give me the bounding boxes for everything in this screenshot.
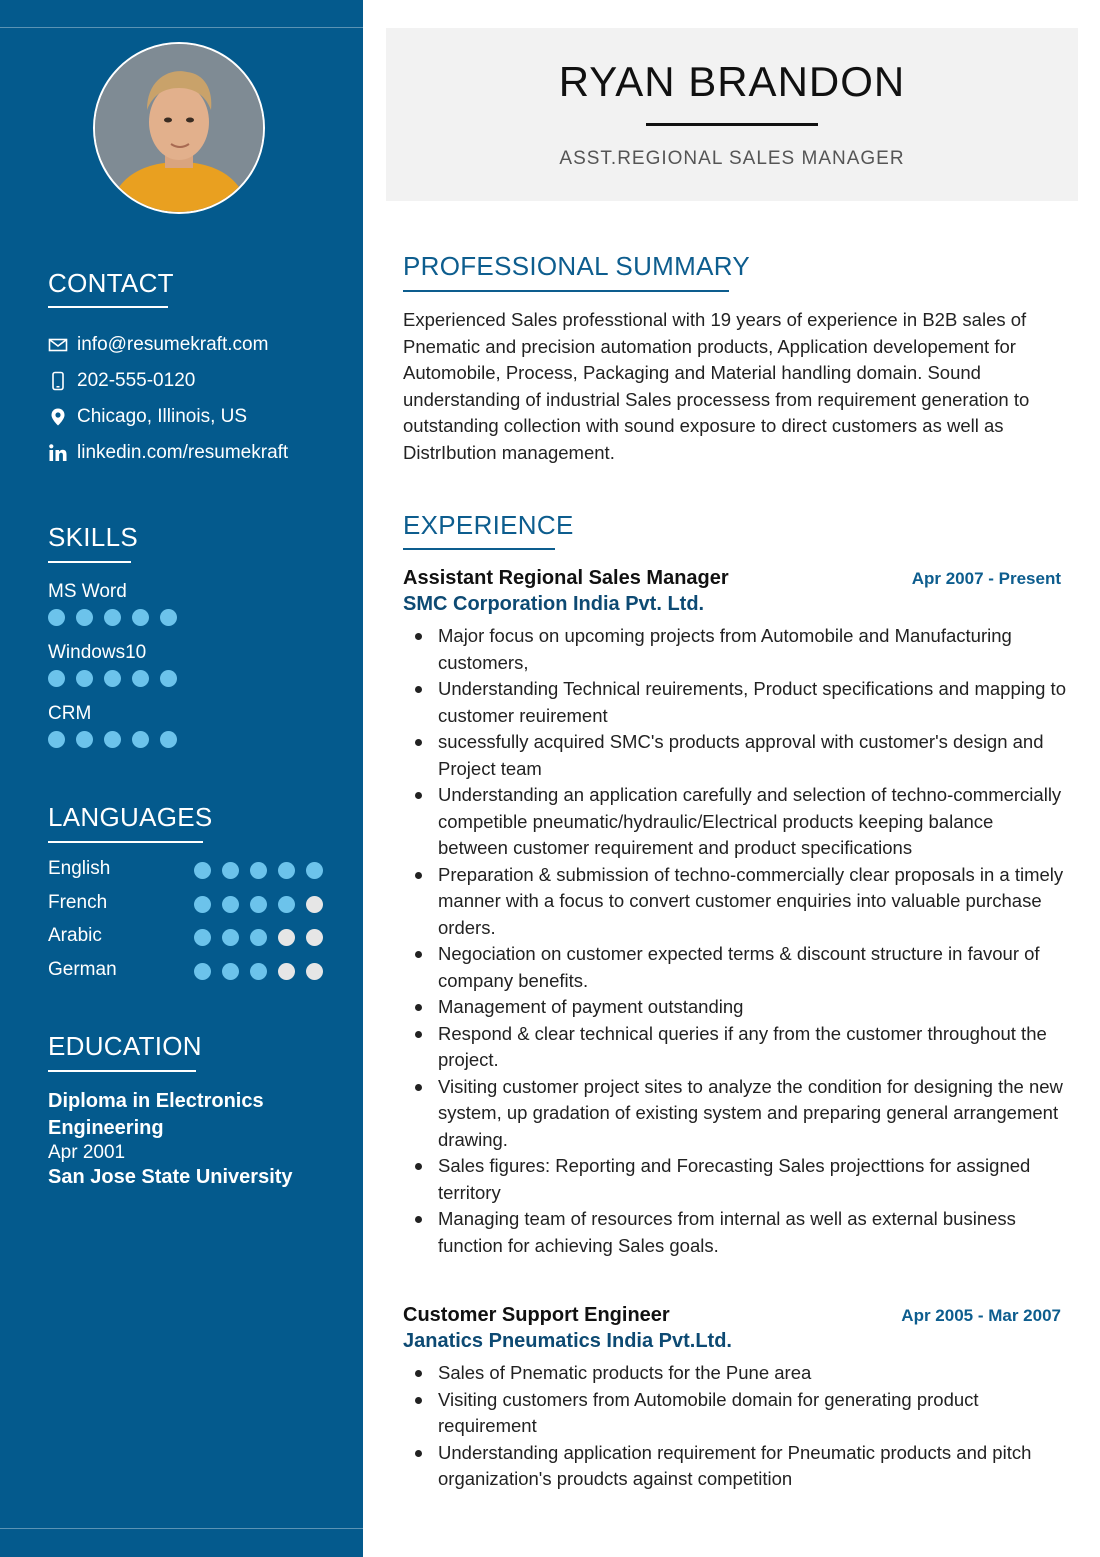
rating-dot-filled	[222, 963, 239, 980]
contact-location	[48, 405, 247, 429]
contact-linkedin-text: linkedin.com/resumekraft	[77, 442, 289, 463]
rating-dot-filled	[194, 963, 211, 980]
job-bullet: Major focus on upcoming projects from Automobile and Manufacturing customers,	[438, 623, 1068, 676]
job-bullet: Managing team of resources from internal as well as external business function for achieving Sales goals.	[438, 1206, 1068, 1259]
languages-heading-underline	[48, 841, 203, 843]
job-bullet: Preparation & submission of techno-commercially clear proposals in a timely manner with a focus to convert customer enquiries into valuable purchase orders.	[438, 862, 1068, 942]
skill-name: Windows10	[48, 642, 147, 663]
rating-dot-filled	[48, 609, 65, 626]
job-header	[403, 1304, 1061, 1327]
phone-icon	[48, 371, 68, 391]
rating-dot-filled	[104, 609, 121, 626]
rating-dot-empty	[306, 896, 323, 913]
rating-dot-filled	[132, 670, 149, 687]
job-dates: Apr 2005 - Mar 2007	[901, 1306, 1061, 1325]
summary-heading: PROFESSIONAL SUMMARY	[403, 251, 750, 281]
rating-dot-filled	[194, 862, 211, 879]
profile-photo	[93, 42, 265, 214]
job-bullet: Understanding application requirement for Pneumatic products and pitch organization's proudcts against competition	[438, 1440, 1068, 1493]
language-rating	[194, 862, 334, 879]
rating-dot-empty	[306, 929, 323, 946]
contact-email[interactable]	[48, 333, 268, 357]
job-bullet: Visiting customers from Automobile domain for generating product requirement	[438, 1387, 1068, 1440]
rating-dot-filled	[76, 670, 93, 687]
language-rating	[194, 896, 334, 913]
rating-dot-filled	[250, 929, 267, 946]
language-rating	[194, 963, 334, 980]
job-header	[403, 567, 1061, 590]
contact-phone[interactable]	[48, 369, 195, 393]
contact-location-text: Chicago, Illinois, US	[77, 406, 248, 427]
rating-dot-filled	[222, 896, 239, 913]
language-row	[48, 892, 338, 918]
contact-phone-text: 202-555-0120	[77, 370, 196, 391]
skills-heading-underline	[48, 561, 131, 563]
rating-dot-empty	[278, 963, 295, 980]
job-bullets	[438, 1360, 1068, 1493]
job-bullet: Sales figures: Reporting and Forecasting Sales projecttions for assigned territory	[438, 1153, 1068, 1206]
rating-dot-filled	[48, 731, 65, 748]
resume-header	[386, 28, 1078, 201]
language-row	[48, 959, 338, 985]
job-role: Assistant Regional Sales Manager	[403, 567, 729, 589]
candidate-title: ASST.REGIONAL SALES MANAGER	[559, 148, 905, 169]
job-bullet: Management of payment outstanding	[438, 994, 1068, 1021]
education-heading: EDUCATION	[48, 1031, 202, 1061]
experience-heading-underline	[403, 548, 555, 550]
job-bullet: Visiting customer project sites to analyze the condition for designing the new system, up gradation of existing system and preparing general arrangement drawing.	[438, 1074, 1068, 1154]
skill-name: MS Word	[48, 581, 127, 602]
linkedin-icon	[48, 443, 68, 463]
rating-dot-filled	[160, 731, 177, 748]
rating-dot-filled	[132, 609, 149, 626]
email-icon	[48, 335, 68, 355]
summary-heading-underline	[403, 290, 729, 292]
rating-dot-filled	[250, 896, 267, 913]
contact-heading-underline	[48, 306, 168, 308]
rating-dot-filled	[194, 929, 211, 946]
avatar-illustration	[95, 44, 263, 212]
job-company: SMC Corporation India Pvt. Ltd.	[403, 593, 705, 615]
rating-dot-empty	[278, 929, 295, 946]
rating-dot-filled	[160, 609, 177, 626]
rating-dot-filled	[222, 929, 239, 946]
rating-dot-filled	[222, 862, 239, 879]
rating-dot-empty	[306, 963, 323, 980]
language-name: Arabic	[48, 925, 102, 946]
contact-heading: CONTACT	[48, 268, 174, 298]
rating-dot-filled	[76, 609, 93, 626]
summary-text: Experienced Sales professtional with 19 years of experience in B2B sales of Pnematic and precision automation products, Application developement for Automobile, Process, Packaging and Material handling domain. Sound understanding of industrial Sales processess from requirement generation to outstanding collection with sound exposure to direct customers as well as DistrIbution management.	[403, 309, 1030, 463]
skill-rating	[48, 609, 188, 626]
rating-dot-filled	[48, 670, 65, 687]
name-underline	[646, 123, 818, 126]
rating-dot-filled	[278, 862, 295, 879]
rating-dot-filled	[160, 670, 177, 687]
language-name: English	[48, 858, 111, 879]
education-date: Apr 2001	[48, 1142, 126, 1163]
job-bullet: Respond & clear technical queries if any from the customer throughout the project.	[438, 1021, 1068, 1074]
job-bullet: Understanding Technical reuirements, Product specifications and mapping to customer reuirement	[438, 676, 1068, 729]
contact-email-text: info@resumekraft.com	[77, 334, 269, 355]
sidebar-bottom-divider	[0, 1528, 363, 1529]
experience-heading: EXPERIENCE	[403, 510, 574, 540]
rating-dot-filled	[104, 670, 121, 687]
rating-dot-filled	[194, 896, 211, 913]
education-degree: Diploma in Electronics Engineering	[48, 1090, 264, 1139]
language-rating	[194, 929, 334, 946]
rating-dot-filled	[278, 896, 295, 913]
education-heading-underline	[48, 1070, 196, 1072]
sidebar	[0, 0, 363, 1557]
education-school: San Jose State University	[48, 1166, 293, 1188]
contact-linkedin[interactable]	[48, 441, 288, 465]
rating-dot-filled	[104, 731, 121, 748]
rating-dot-filled	[306, 862, 323, 879]
skill-rating	[48, 670, 188, 687]
sidebar-top-divider	[0, 27, 363, 28]
skill-name: CRM	[48, 703, 92, 724]
rating-dot-filled	[76, 731, 93, 748]
language-name: German	[48, 959, 117, 980]
rating-dot-filled	[250, 862, 267, 879]
rating-dot-filled	[250, 963, 267, 980]
job-company: Janatics Pneumatics India Pvt.Ltd.	[403, 1330, 732, 1352]
job-role: Customer Support Engineer	[403, 1304, 670, 1326]
skill-rating	[48, 731, 188, 748]
language-row	[48, 925, 338, 951]
language-row	[48, 858, 338, 884]
job-bullet: Understanding an application carefully and selection of techno-commercially competible pneumatic/hydraulic/Electrical products keeping balance between customer requirement and product specifications	[438, 782, 1068, 862]
skills-heading: SKILLS	[48, 522, 138, 552]
language-name: French	[48, 892, 108, 913]
job-dates: Apr 2007 - Present	[911, 569, 1061, 588]
location-icon	[48, 407, 68, 427]
job-bullets	[438, 623, 1068, 1259]
job-bullet: Negociation on customer expected terms & discount structure in favour of company benefits.	[438, 941, 1068, 994]
languages-heading: LANGUAGES	[48, 802, 213, 832]
candidate-name: RYAN BRANDON	[558, 58, 906, 105]
job-bullet: Sales of Pnematic products for the Pune area	[438, 1360, 1068, 1387]
rating-dot-filled	[132, 731, 149, 748]
job-bullet: sucessfully acquired SMC's products approval with customer's design and Project team	[438, 729, 1068, 782]
